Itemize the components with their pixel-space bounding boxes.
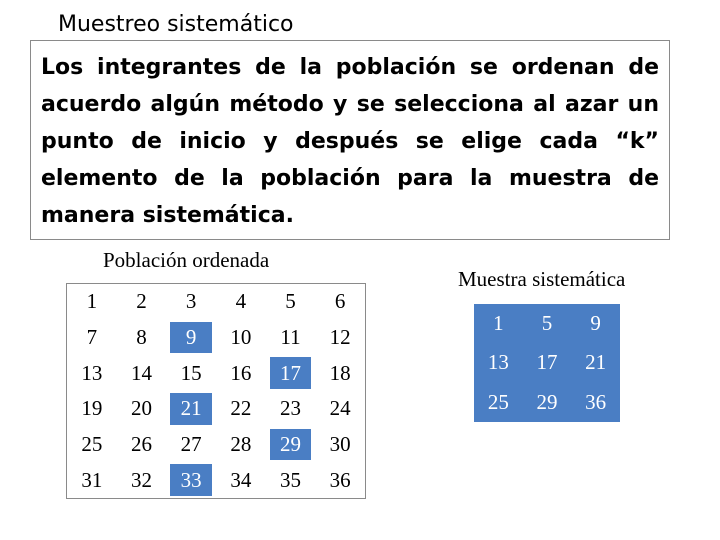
population-cell: 9: [185, 324, 197, 349]
description-text: Los integrantes de la población se ordenan de acuerdo algún método y se selecciona al azar un punto de inicio y después se elige cada “k” elemento de la población para la muestra de manera sistemática.: [41, 55, 659, 228]
population-cell: 15: [180, 360, 202, 385]
population-cell: 35: [279, 467, 301, 492]
population-cell: 10: [230, 324, 252, 349]
population-cell: 31: [81, 467, 103, 492]
population-cell: 2: [136, 289, 147, 314]
population-label: Población ordenada: [103, 248, 270, 272]
population-cell: 22: [230, 396, 252, 421]
sample-cell: 29: [536, 389, 558, 414]
population-cell: 28: [230, 431, 252, 456]
sample-cell: 1: [493, 311, 504, 336]
population-table: [66, 283, 366, 499]
population-cell: 4: [235, 289, 247, 314]
population-cell: 18: [329, 360, 351, 385]
population-cell: 11: [280, 324, 301, 349]
population-cell: 3: [185, 289, 197, 314]
population-cell: 27: [180, 431, 202, 456]
population-cell: 17: [279, 360, 301, 385]
population-cell: 25: [81, 431, 103, 456]
sample-cell: 9: [590, 311, 601, 336]
population-cell: 23: [279, 396, 301, 421]
population-cell: 1: [86, 289, 98, 314]
population-cell: 20: [130, 396, 152, 421]
sample-cell: 21: [585, 350, 607, 375]
population-cell: 29: [279, 431, 301, 456]
sample-cell: 36: [585, 389, 607, 414]
population-cell: 19: [81, 396, 103, 421]
population-cell: 14: [130, 360, 152, 385]
sample-table: [474, 304, 620, 422]
description-box: [30, 40, 670, 240]
population-cell: 6: [334, 289, 346, 314]
population-cell: 16: [230, 360, 252, 385]
population-cell: 21: [180, 396, 202, 421]
population-cell: 24: [329, 396, 351, 421]
population-cell: 7: [86, 324, 98, 349]
population-cell: 32: [130, 467, 152, 492]
population-cell: 26: [130, 431, 152, 456]
population-cell: 8: [136, 324, 147, 349]
sample-cell: 17: [536, 350, 558, 375]
population-cell: 13: [81, 360, 103, 385]
population-cell: 12: [329, 324, 351, 349]
sample-cell: 5: [541, 311, 553, 336]
population-cell: 34: [230, 467, 252, 492]
population-cell: 33: [180, 467, 202, 492]
population-cell: 36: [329, 467, 351, 492]
population-cell: 30: [329, 431, 351, 456]
slide-title: Muestreo sistemático: [58, 12, 294, 37]
sample-cell: 25: [487, 389, 509, 414]
population-cell: 5: [285, 289, 296, 314]
sample-label: Muestra sistemática: [458, 267, 626, 291]
sample-cell: 13: [487, 350, 509, 375]
